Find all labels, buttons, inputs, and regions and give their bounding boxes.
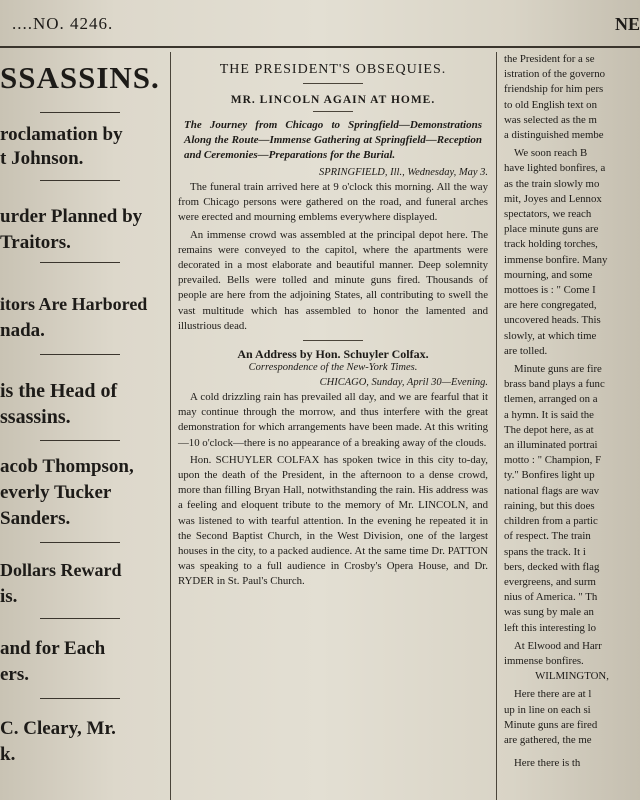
text-line: of respect. The train (504, 530, 591, 543)
text-line: mourning, and some (504, 268, 593, 281)
headline-assassins: SSASSINS. (0, 60, 160, 95)
text-line: up in line on each si (504, 703, 591, 716)
text-line: as the train slowly mo (504, 177, 600, 190)
text-line: ty." Bonfires light up (504, 469, 595, 482)
section-dateline: CHICAGO, Sunday, April 30—Evening. (319, 377, 488, 389)
text-line: immense bonfire. Many (504, 253, 608, 266)
text-line: spans the track. It i (504, 545, 586, 558)
divider (40, 542, 120, 543)
divider (313, 111, 353, 112)
headline-tucker: everly Tucker (0, 482, 112, 503)
divider (303, 83, 363, 84)
headline-johnson: t Johnson. (0, 148, 84, 169)
text-line: Minute guns are fired (504, 718, 598, 731)
text-line: an illuminated portrai (504, 439, 598, 452)
text-line: children from a partic (504, 515, 598, 528)
headline-murder-planned: urder Planned by (0, 206, 143, 227)
text-line: We soon reach B (514, 147, 588, 160)
divider (40, 262, 120, 263)
divider (40, 354, 120, 355)
divider (40, 698, 120, 699)
text-line: place minute guns are (504, 223, 599, 236)
text-line: mottoes is : " Come I (504, 284, 596, 297)
text-line: Here there are at l (514, 688, 592, 701)
text-line: Here there is th (514, 757, 581, 770)
headline-proclamation: roclamation by (0, 124, 123, 145)
article-paragraph: A cold drizzling rain has prevailed all day, and we are fearful that it may continue through the morrow, and thus interfere with the great demonstration for which arrangements have been made. At this writing—10 o'clock—there is no appearance of a breaking away of the clouds. (178, 391, 488, 449)
text-line: immense bonfires. (504, 654, 584, 667)
headline-fragment: ers. (0, 664, 30, 685)
section-heading: An Address by Hon. Schuyler Colfax. (237, 347, 429, 362)
text-line: a hymn. It is said the (504, 408, 594, 421)
text-line: are gathered, the me (504, 733, 592, 746)
text-line: slowly, at which time (504, 329, 597, 342)
headline-assassins-2: ssassins. (0, 406, 71, 428)
text-line: istration of the governo (504, 68, 606, 81)
text-line: national flags are wav (504, 484, 600, 497)
column-rule-right (496, 52, 497, 800)
headline-sanders: Sanders. (0, 508, 71, 529)
headline-fragment: is. (0, 586, 18, 607)
divider (40, 112, 120, 113)
place-heading: WILMINGTON, (535, 670, 609, 683)
headline-traitors: Traitors. (0, 232, 71, 253)
divider (40, 618, 120, 619)
masthead (0, 0, 640, 48)
headline-harbored: itors Are Harbored (0, 294, 148, 314)
text-line: bers, decked with flag (504, 560, 600, 573)
issue-number: ....NO. 4246. (12, 14, 114, 33)
text-line: raining, but this does (504, 499, 595, 512)
text-line: friendship for him pers (504, 83, 604, 96)
headline-reward: Dollars Reward (0, 560, 122, 580)
text-line: The depot here, as at (504, 423, 594, 436)
article-subtitle: MR. LINCOLN AGAIN AT HOME. (230, 94, 436, 106)
text-line: uncovered heads. This (504, 314, 601, 327)
text-line: left this interesting lo (504, 621, 597, 634)
article-dateline: SPRINGFIELD, Ill., Wednesday, May 3. (318, 167, 488, 178)
article-title: THE PRESIDENT'S OBSEQUIES. (219, 62, 447, 77)
headline-thompson: acob Thompson, (0, 456, 134, 477)
text-line: was sung by male an (504, 606, 594, 619)
text-line: At Elwood and Harr (514, 639, 602, 652)
text-line: are here congregated, (504, 299, 597, 312)
article-deck: The Journey from Chicago to Springfield—Demonstrations Along the Route—Immense Gathering at Springfield—Reception and Ceremonies—Preparations for the Burial. (184, 119, 482, 161)
text-line: evergreens, and surm (504, 575, 596, 588)
text-line: track holding torches, (504, 238, 598, 251)
text-line: Minute guns are fire (514, 363, 602, 376)
article-paragraph: Hon. SCHUYLER COLFAX has spoken twice in this city to-day, upon the death of the President, in the afternoon to a dense crowd, more than filling Bryan Hall, notwithstanding the rain. His address was a feeling and eloquent tribute to the memory of Mr. LINCOLN, and was listened to with tearful attention. In the evening he repeated it in the Second Baptist Church, in the West Division, one of the largest houses in the city, to a packed audience. At the same time Dr. PATTON was speaking to a full audience in Crosby's Opera House, and Dr. RYDER in St. Paul's Church. (178, 453, 488, 588)
headline-fragment: k. (0, 744, 16, 765)
text-line: mit, Joyes and Lennox (504, 192, 602, 205)
text-line: have lighted bonfires, a (504, 162, 606, 175)
text-line: a distinguished membe (504, 129, 604, 142)
right-column (498, 52, 640, 800)
headline-canada: nada. (0, 320, 45, 341)
text-line: spectators, we reach (504, 208, 592, 221)
divider (40, 180, 120, 181)
text-line: tlemen, arranged on a (504, 393, 598, 406)
article-column (172, 52, 494, 800)
text-line: brass band plays a func (504, 378, 605, 391)
text-line: motto : " Champion, F (504, 454, 602, 467)
masthead-title-fragment: NE (614, 14, 640, 34)
text-line: nius of America. " Th (504, 591, 598, 604)
divider (40, 440, 120, 441)
correspondence-line: Correspondence of the New-York Times. (248, 362, 418, 374)
headline-head-of: is the Head of (0, 380, 118, 402)
headline-for-each: and for Each (0, 638, 106, 659)
left-column (0, 52, 168, 800)
text-line: was selected as the m (504, 113, 597, 126)
headline-cleary: C. Cleary, Mr. (0, 718, 116, 739)
text-line: to old English text on (504, 98, 597, 111)
article-paragraph: The funeral train arrived here at 9 o'clock this morning. All the way from Chicago persons were gathered on the road, and funeral arches were erected and mourning emblems everywhere displayed. (178, 181, 488, 224)
column-rule-left (170, 52, 171, 800)
text-line: are tolled. (504, 344, 548, 357)
article-paragraph: An immense crowd was assembled at the principal depot here. The remains were conveyed to the capitol, where the apartments were decorated in a most elaborate and beautiful manner. Deep solemnity prevailed. Bells were tolled and minute guns fired. Thousands of people are here from the adjoining States, all contributing to swell the vast multitude which has assembled to honor the lamented and illustrious dead. (178, 228, 488, 332)
text-line: the President for a se (504, 53, 595, 65)
divider (303, 340, 363, 341)
